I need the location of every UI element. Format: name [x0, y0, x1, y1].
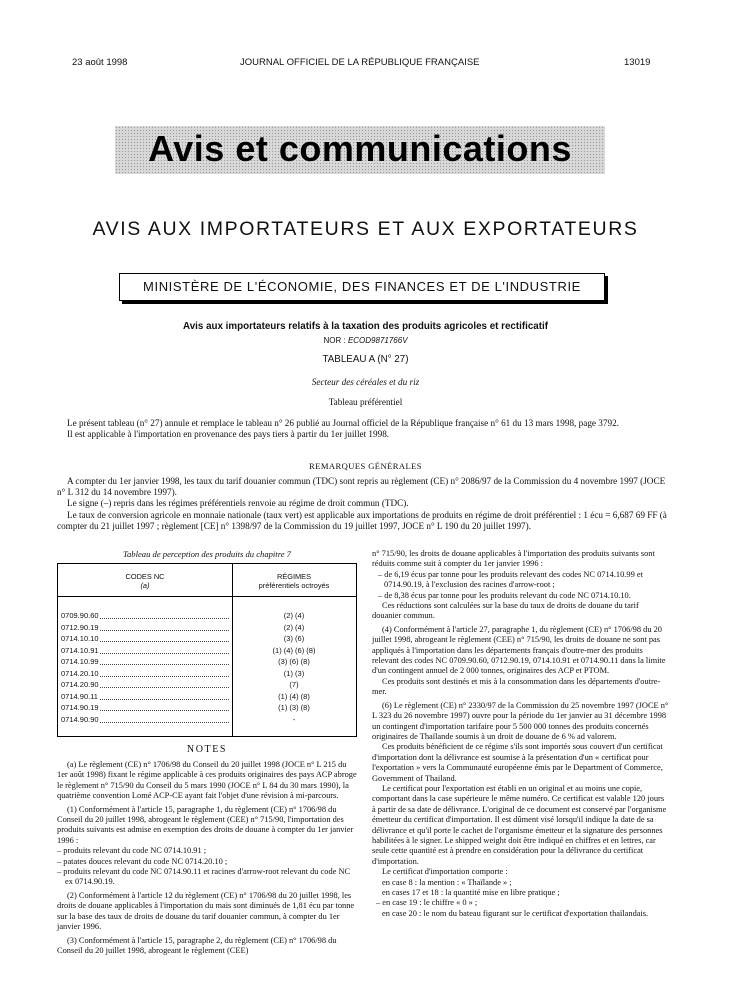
note-6-paragraph-3: Le certificat pour l'exportation est établi en un original et au moins une copie, comportant dans la case supérieure le même numéro. Ce certificat est valable 120 jours à partir de sa date de délivrance. L'original de ce document est conservé par l'organisme émetteur du certificat d'importation. Il est dûment visé lorsqu'il indique la date de sa délivrance et qu'il porte le cachet de l'organisme émetteur et la signature des personnes habilitées à le signer. Le shipped weight doit être indiqué en chiffres et en lettres, car seule cette quantité est à prendre en considération pour la délivrance du certificat d'importation.: [372, 783, 667, 866]
right-column: [372, 549, 669, 919]
note-6-paragraph-2: Ces produits bénéficient de ce régime s'ils sont importés sous couvert d'un certificat d'importation dont la délivrance est soumise à la présentation d'un « certificat pour l'exportation » vers la Communauté européenne émis par le Department of Commerce, Government of Thailand.: [372, 742, 663, 783]
remark-1: A compter du 1er janvier 1998, les taux du tarif douanier commun (TDC) sont repris au règlement (CE) n° 2086/97 de la Commission du 4 novembre 1997 (JOCE n° L 312 du 14 novembre 1997).: [57, 476, 666, 498]
table-row: [58, 656, 356, 668]
notice-title: Avis aux importateurs relatifs à la taxation des produits agricoles et rectificatif: [183, 321, 548, 332]
sector-label: Secteur des céréales et du riz: [311, 377, 420, 387]
row-regimes: (2) (4): [283, 611, 305, 620]
certificate-item-3: – en case 19 : le chiffre « 0 » ;: [376, 898, 478, 908]
table-row: [58, 645, 356, 657]
row-regimes: (1) (4) (6) (8): [272, 645, 316, 655]
table-caption: Tableau de perception des produits du chapitre 7: [123, 549, 291, 559]
row-code: 0714.20.90: [61, 680, 99, 689]
header-journal-title: JOURNAL OFFICIEL DE LA RÉPUBLIQUE FRANÇAISE: [240, 57, 480, 68]
header-page-number: 13019: [624, 57, 651, 68]
row-code: 0712.90.19: [61, 622, 99, 632]
row-code: 0714.90.90: [61, 714, 99, 724]
table-title: TABLEAU A (N° 27): [322, 354, 409, 365]
remark-3: Le taux de conversion agricole en monnaie nationale (taux vert) est applicable aux importations de produits en régime de droit préférentiel : 1 écu = 6,687 69 FF (à compter du 21 juillet 1997 ; règlement [CE] n° 1398/97 de la Commission du 19 juillet 1997, JOCE n° L 190 du 20 juillet 1997).: [57, 509, 667, 531]
row-regimes: (1) (4) (8): [278, 691, 310, 701]
row-code: 0714.20.10: [61, 668, 99, 678]
table-row: [58, 610, 356, 622]
certificate-item-4: en case 20 : le nom du bateau figurant sur le certificat d'exportation thaïlandais.: [382, 908, 649, 918]
note-1: (1) Conformément à l'article 15, paragraphe 1, du règlement (CE) n° 1706/98 du Conseil du 20 juillet 1998, abrogeant le règlement (CEE) n° 715/90, l'importation des produits suivants est admise en exemption des droits de douane à compter du 1er janvier 1996 :: [57, 804, 354, 845]
note-4: (4) Conformément à l'article 27, paragraphe 1, du règlement (CE) n° 1706/98 du 20 juillet 1998, abrogeant le règlement (CEE) n° 715/90, les droits de douane ne sont pas appliqués à l'importation dans les départements français d'outre-mer des produits relevant des codes NC 0709.90.60, 0712.90.19, 0714.10.91 et 0714.90.11 dans la limite d'un contingent annuel de 2 000 tonnes, originaires des ACP et PTOM.: [372, 624, 666, 676]
row-regimes: (1) (3) (8): [278, 703, 310, 712]
row-code: 0714.10.10: [61, 634, 99, 643]
table-row: [58, 622, 356, 634]
note-3-item-2: – de 8,38 écus par tonne pour les produits relevant du code NC 0714.10.10.: [378, 590, 631, 600]
table-header-divider: [58, 596, 356, 597]
note-4-followup: Ces produits sont destinés et mis à la consommation dans les départements d'outre-mer.: [372, 676, 661, 697]
remark-2: Le signe (–) repris dans les régimes préférentiels renvoie au régime de droit commun (TDC).: [67, 498, 409, 509]
note-3: (3) Conformément à l'article 15, paragraphe 2, du règlement (CE) n° 1706/98 du Conseil du 20 juillet 1998, abrogeant le règlement (CEE): [57, 935, 337, 955]
row-code: 0709.90.60: [61, 611, 99, 620]
header-date: 23 août 1998: [72, 57, 128, 68]
note-6: (6) Le règlement (CE) n° 2330/97 de la Commission du 25 novembre 1997 (JOCE n° L 323 du 26 novembre 1997) ouvre pour la période du 1er janvier au 31 décembre 1998 un contingent d'importation tarifaire pour 5 500 000 tonnes des produits concernés originaires de Thaïlande soumis à un droit de douane de 6 % ad valorem.: [372, 700, 669, 741]
ministry-name: MINISTÈRE DE L'ÉCONOMIE, DES FINANCES ET DE L'INDUSTRIE: [143, 279, 581, 294]
certificate-item-2: en cases 17 et 18 : la quantité mise en libre pratique ;: [382, 888, 560, 897]
nor-code: ECOD9871766V: [347, 336, 408, 345]
note-1-item-3: – produits relevant du code NC 0714.90.11 et racines d'arrow-root relevant du code NC ex 0714.90.19.: [57, 867, 351, 887]
notes-block: [57, 760, 357, 956]
remarks-block: [57, 476, 669, 532]
row-regimes: (1) (3): [283, 668, 305, 678]
notes-title: NOTES: [186, 744, 228, 755]
note-3-after: Ces réductions sont calculées sur la base du taux de droits de douane du tarif douanier commun.: [372, 601, 639, 621]
note-6-paragraph-4: Le certificat d'importation comporte :: [382, 867, 508, 877]
col-header-regimes-label: RÉGIMES: [276, 572, 312, 581]
nor-line: [0, 336, 731, 345]
codes-table: [57, 563, 357, 737]
note-1-item-2: – patates douces relevant du code NC 0714.20.10 ;: [57, 856, 228, 866]
remarks-title: REMARQUES GÉNÉRALES: [309, 461, 422, 471]
note-1-item-1: – produits relevant du code NC 0714.10.91 ;: [57, 846, 207, 856]
row-regimes: (3) (6): [283, 634, 305, 643]
row-code: 0714.90.19: [61, 703, 99, 712]
row-code: 0714.10.91: [61, 645, 99, 655]
banner-title: Avis et communications: [148, 128, 572, 169]
note-a: (a) Le règlement (CE) n° 1706/98 du Conseil du 20 juillet 1998 (JOCE n° L 215 du 1er août 1998) fixant le régime applicable à ces produits originaires des pays ACP abroge le règlement n° 715/90 du Conseil du 5 mars 1990 (JOCE n° L 84 du 30 mars 1990), la quatrième convention Lomé ACP-CE ayant fait l'objet d'une révision à mi-parcours.: [57, 760, 357, 801]
note-3-item-1: – de 6,19 écus par tonne pour les produits relevant des codes NC 0714.10.99 et 0714.90.19, à l'exclusion des racines d'arrow-root ;: [378, 569, 643, 590]
table-row: [58, 691, 356, 703]
intro-paragraph-2: Il est applicable à l'importation en provenance des pays tiers à partir du 1er juillet 1998.: [67, 429, 390, 440]
row-regimes: -: [292, 714, 296, 724]
intro-block: [57, 418, 669, 440]
regime-label: Tableau préférentiel: [328, 397, 403, 407]
row-code: 0714.90.11: [61, 691, 98, 701]
table-row: [58, 714, 356, 726]
note-2: (2) Conformément à l'article 12 du règlement (CE) n° 1706/98 du 20 juillet 1998, les droits de douane applicables à l'importation du mais sont diminués de 1,81 écu par tonne sur la base des taux de droits de douane du tarif douanier commun, à compter du 1er janvier 1996.: [57, 890, 355, 932]
section-title: AVIS AUX IMPORTATEURS ET AUX EXPORTATEURS: [92, 218, 639, 240]
table-row: [58, 702, 356, 714]
row-regimes: (7): [289, 680, 299, 689]
certificate-item-1: en case 8 : la mention : « Thaïlande » ;: [382, 877, 512, 887]
table-body: [58, 610, 356, 725]
row-code: 0714.10.99: [61, 657, 99, 666]
note-3-continuation: n° 715/90, les droits de douane applicables à l'importation des produits suivants sont réduits comme suit à compter du 1er janvier 1996 :: [372, 549, 655, 569]
col-header-regimes: [232, 573, 356, 590]
row-regimes: (3) (6) (8): [278, 657, 310, 666]
intro-paragraph-1: Le présent tableau (n° 27) annule et remplace le tableau n° 26 publié au Journal officiel de la République française n° 61 du 13 mars 1998, page 3792.: [67, 418, 619, 428]
table-row: [58, 679, 356, 691]
table-row: [58, 668, 356, 680]
table-row: [58, 633, 356, 645]
col-header-regimes-sub: préférentiels octroyés: [258, 580, 330, 590]
row-regimes: (2) (4): [283, 622, 305, 632]
col-header-codes-sub: (a): [140, 580, 150, 590]
col-header-codes-label: CODES NC: [125, 572, 165, 581]
col-header-codes: [58, 573, 232, 590]
nor-label: NOR :: [323, 336, 346, 345]
